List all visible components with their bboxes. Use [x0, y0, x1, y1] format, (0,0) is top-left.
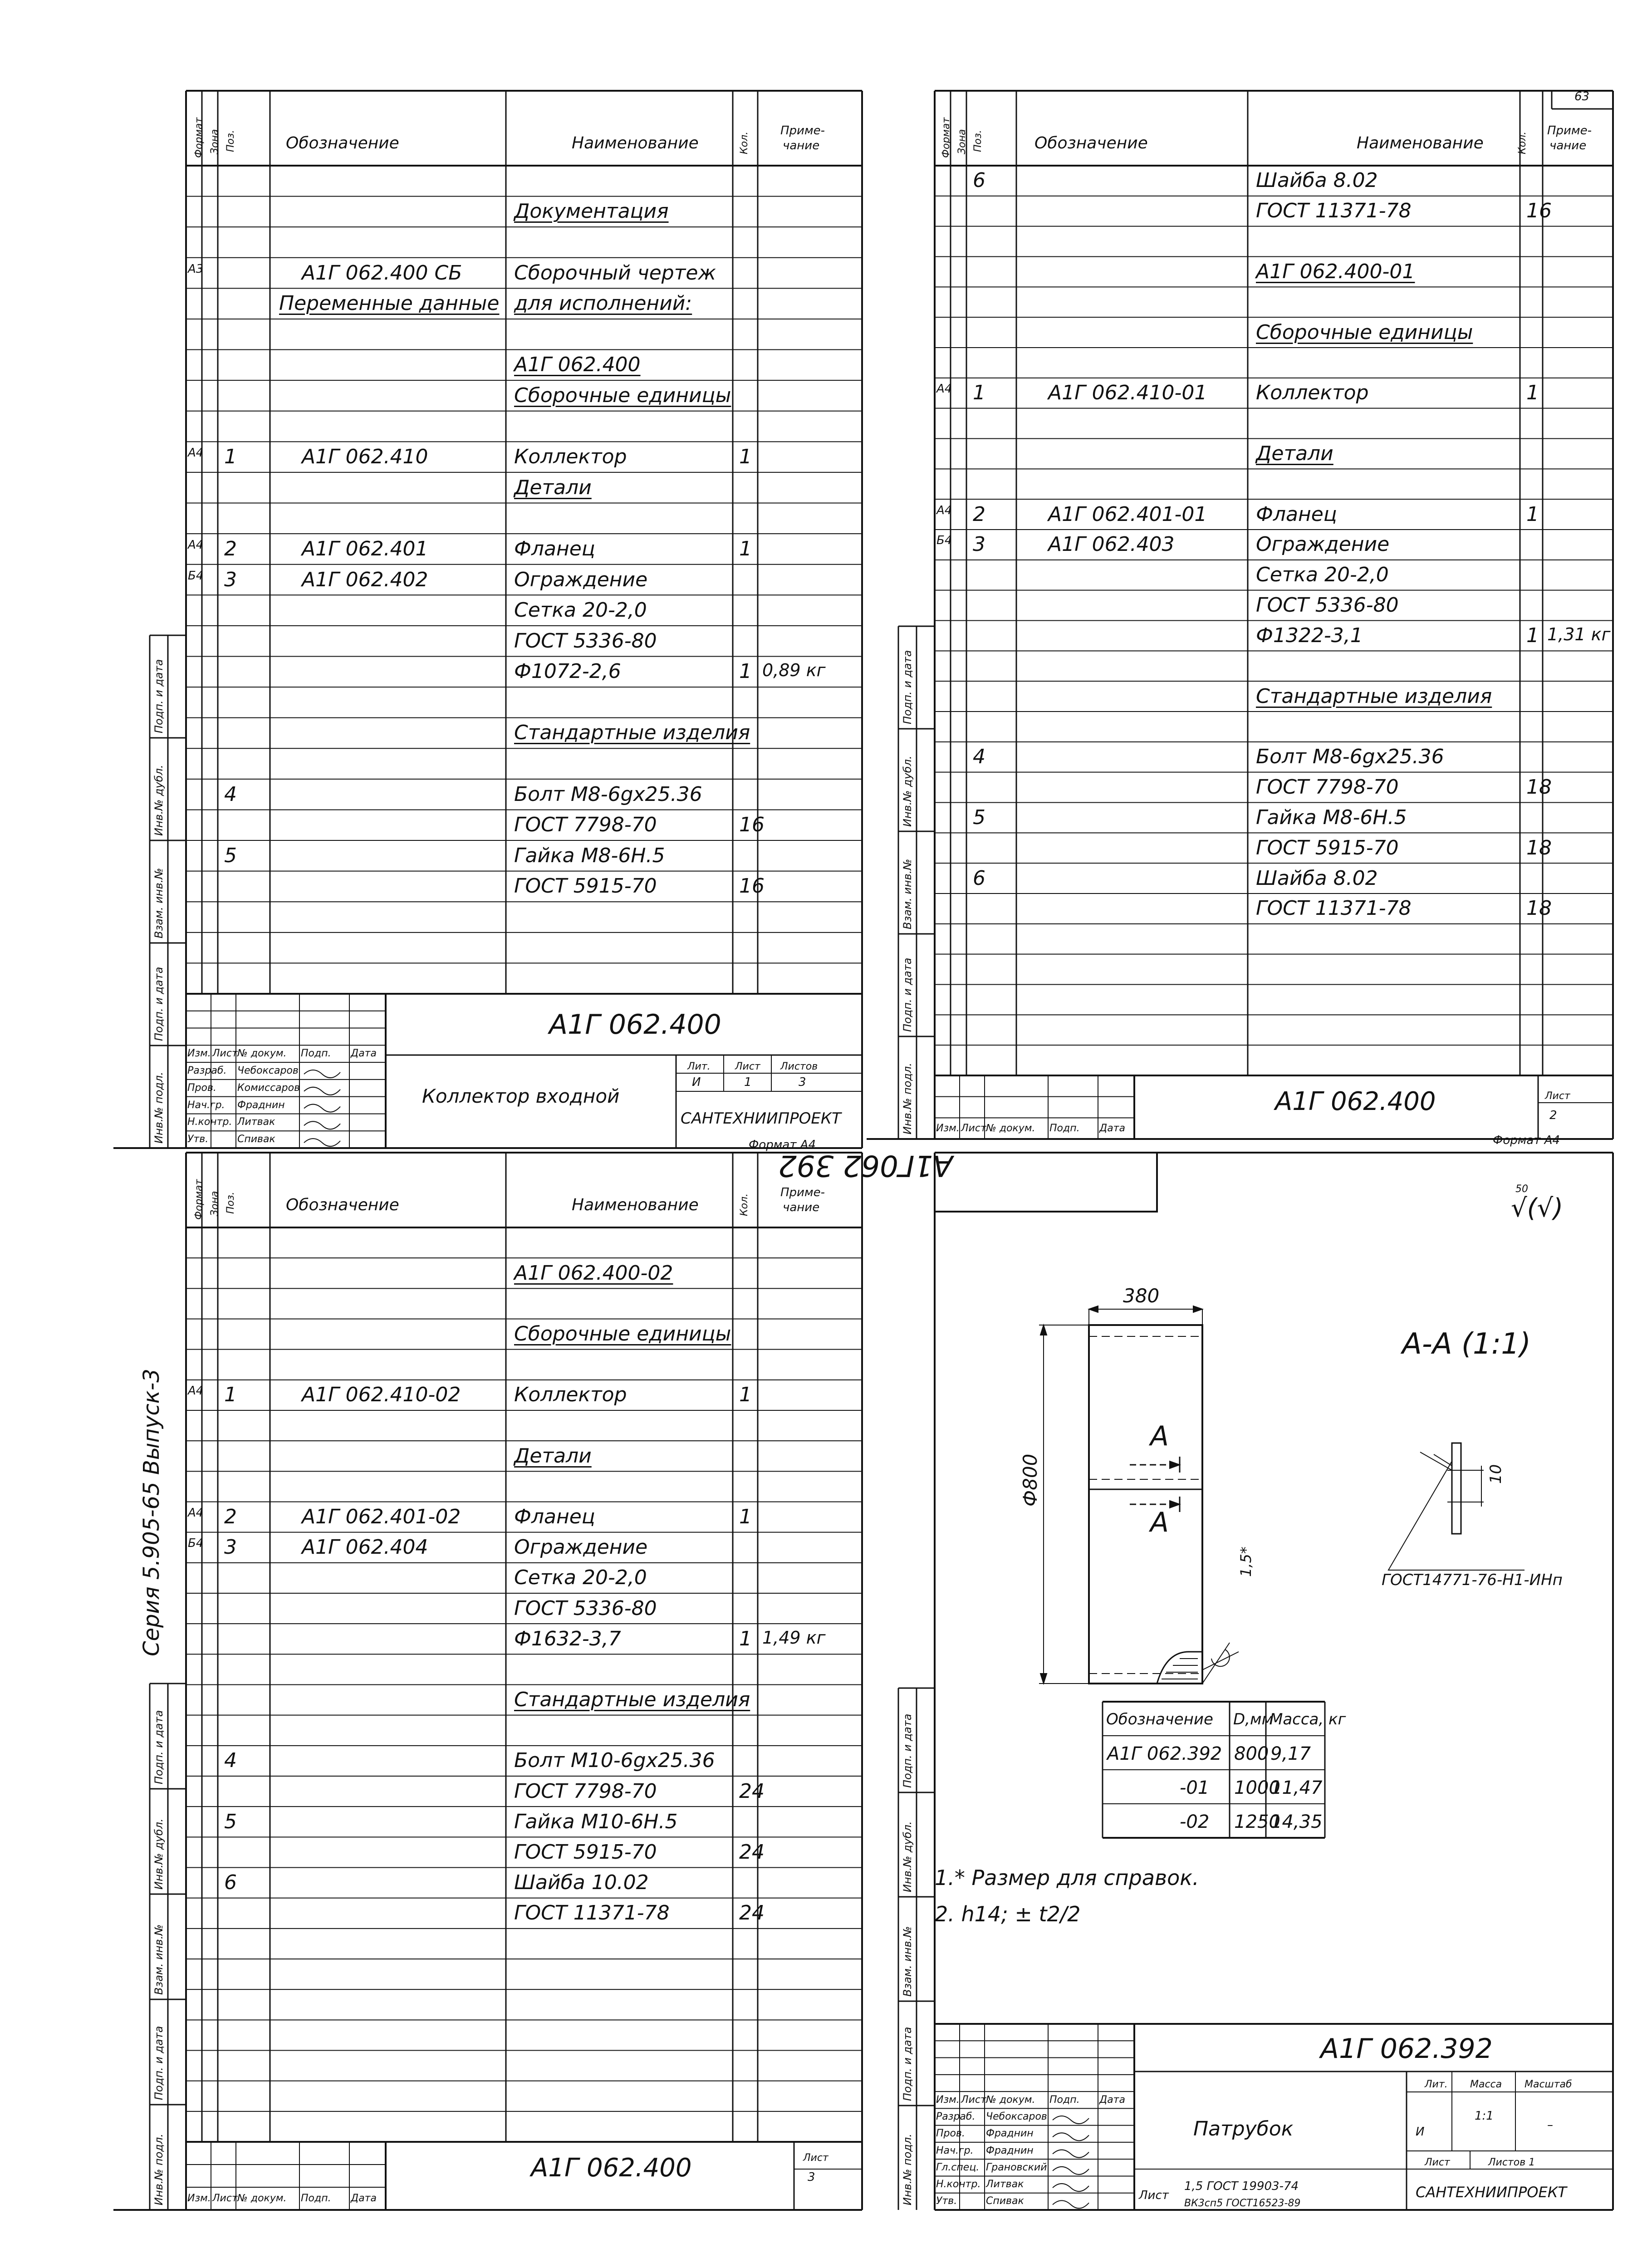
row-name: Фланец — [1256, 502, 1337, 526]
stamp-header: Подп. — [1049, 2094, 1080, 2106]
row-position: 1 — [224, 1383, 237, 1407]
material-label: Лист — [1139, 2189, 1169, 2202]
row-position: 1 — [224, 445, 237, 469]
row-position: 2 — [224, 537, 237, 560]
side-label: Инв.№ подл. — [901, 1063, 914, 1134]
doc-code: А1Г 062.400 — [549, 1009, 721, 1041]
lit-label: Лит. — [1425, 2079, 1448, 2090]
row-position: 4 — [224, 1749, 237, 1772]
stamp-header: Лист — [212, 1048, 238, 1060]
row-designation: А1Г 062.410-01 — [1048, 381, 1207, 405]
row-designation: А1Г 062.401-01 — [1048, 502, 1207, 526]
row-name: Сборочные единицы — [514, 1322, 731, 1346]
header-format: Формат — [941, 117, 952, 158]
header-qty: Кол. — [739, 131, 750, 154]
row-designation: А1Г 062.402 — [302, 568, 428, 591]
side-label: Подп. и дата — [901, 650, 914, 724]
row-qty: 1 — [739, 537, 752, 560]
row-position: 2 — [224, 1505, 237, 1529]
side-label: Взам. инв.№ — [901, 1926, 914, 1997]
table-cell: 11,47 — [1270, 1777, 1323, 1798]
table-cell: -01 — [1180, 1777, 1210, 1798]
signer-name: Фраднин — [237, 1099, 285, 1111]
drawing-line — [304, 1139, 340, 1146]
row-name: ГОСТ 11371-78 — [514, 1901, 670, 1925]
row-format: А3 — [188, 262, 204, 276]
row-qty: 1 — [739, 1627, 752, 1650]
row-qty: 1 — [1526, 623, 1539, 647]
drawing-frame — [867, 1153, 1620, 2214]
section-mark-top: А — [1150, 1420, 1169, 1452]
stamp-header: Подп. — [301, 1048, 331, 1060]
side-label: Инв.№ подл. — [152, 1072, 165, 1144]
side-label: Подп. и дата — [901, 957, 914, 1032]
signer-role: Гл.спец. — [936, 2161, 980, 2173]
header-note-2: чание — [783, 1201, 820, 1214]
drawing-line — [1040, 1325, 1047, 1335]
row-name: Сетка 20-2,0 — [514, 599, 647, 622]
header-note-2: чание — [783, 139, 820, 152]
side-label: Подп. и дата — [152, 2026, 165, 2100]
stamp-header: Подп. — [1049, 1122, 1080, 1134]
row-qty: 24 — [739, 1840, 765, 1864]
row-format: А4 — [188, 1384, 204, 1398]
format-label: Формат А4 — [1493, 1134, 1560, 1147]
row-name: Стандартные изделия — [1256, 684, 1492, 708]
side-label: Подп. и дата — [152, 967, 165, 1041]
row-name: Сборочный чертеж — [514, 261, 716, 285]
row-name: для исполнений: — [514, 292, 692, 315]
stamp-header: Дата — [351, 1048, 377, 1060]
row-position: 6 — [224, 1871, 237, 1895]
row-name: Детали — [514, 476, 592, 499]
signer-role: Утв. — [936, 2195, 957, 2207]
table-header: D,мм — [1233, 1710, 1274, 1728]
row-position: 6 — [973, 866, 985, 890]
sheet-value: 3 — [808, 2170, 815, 2184]
row-qty: 18 — [1526, 776, 1552, 799]
mirrored-code: А1Г062 392 — [778, 1149, 953, 1182]
row-name: Коллектор — [1256, 381, 1369, 405]
table-cell: 14,35 — [1270, 1811, 1323, 1832]
row-note: 1,31 кг — [1547, 624, 1611, 644]
row-designation: А1Г 062.410 — [302, 445, 428, 469]
section-mark-bottom: А — [1150, 1507, 1169, 1538]
signer-role: Пров. — [936, 2128, 965, 2140]
sheet-value: 1 — [744, 1075, 752, 1089]
side-label: Подп. и дата — [152, 659, 165, 733]
row-position: 5 — [973, 805, 985, 829]
table-cell: А1Г 062.392 — [1107, 1743, 1222, 1764]
stamp-header: Дата — [351, 2193, 377, 2204]
header-designation: Обозначение — [286, 1196, 399, 1214]
side-label: Инв.№ подл. — [152, 2134, 165, 2205]
sheet-2-frame — [867, 91, 1620, 1153]
header-note-2: чание — [1549, 139, 1587, 152]
header-name: Наименование — [572, 1196, 699, 1214]
scale-label: Масштаб — [1525, 2079, 1572, 2090]
dim-diameter: Ф800 — [1019, 1453, 1041, 1507]
weld-dim: 10 — [1487, 1464, 1505, 1484]
row-name: Гайка М10-6Н.5 — [514, 1810, 678, 1833]
row-qty: 24 — [739, 1901, 765, 1925]
row-name: ГОСТ 7798-70 — [514, 813, 657, 837]
roughness-symbol: √(√) — [1511, 1193, 1564, 1223]
row-designation: А1Г 062.400 СБ — [302, 261, 462, 285]
sheet-3-frame — [113, 1153, 867, 2214]
org-name: САНТЕХНИИПРОЕКТ — [1416, 2184, 1567, 2201]
drawing-line — [1202, 1643, 1239, 1684]
side-label: Взам. инв.№ — [152, 868, 165, 938]
sheet-label: Лист — [735, 1061, 760, 1072]
row-qty: 1 — [1526, 381, 1539, 405]
signer-name: Спивак — [986, 2195, 1024, 2207]
row-designation: А1Г 062.401 — [302, 537, 428, 560]
row-name: Документация — [514, 200, 669, 223]
row-designation: А1Г 062.404 — [302, 1536, 428, 1559]
side-label: Взам. инв.№ — [152, 1924, 165, 1995]
stamp-header: Изм. — [936, 1122, 960, 1134]
stamp-header: Подп. — [301, 2193, 331, 2204]
row-name: Шайба 8.02 — [1256, 866, 1378, 890]
row-position: 5 — [224, 1810, 237, 1833]
sheets-label: Листов — [780, 1061, 818, 1072]
doc-title: Коллектор входной — [422, 1085, 620, 1107]
row-designation: Переменные данные — [279, 292, 500, 315]
sheet-1-frame — [113, 91, 867, 1153]
header-format: Формат — [193, 1179, 205, 1220]
side-label: Подп. и дата — [152, 1710, 165, 1784]
row-designation: А1Г 062.410-02 — [302, 1383, 461, 1407]
stamp-header: Изм. — [187, 1048, 211, 1060]
row-name: Стандартные изделия — [514, 1688, 750, 1712]
side-label: Взам. инв.№ — [901, 859, 914, 929]
row-name: Ф1632-3,7 — [514, 1627, 621, 1650]
drawing-line — [935, 1153, 1157, 1212]
side-label: Инв.№ подл. — [901, 2134, 914, 2205]
row-position: 3 — [973, 533, 985, 556]
signer-role: Утв. — [187, 1134, 209, 1145]
table-cell: 1000 — [1234, 1777, 1280, 1798]
header-designation: Обозначение — [1034, 134, 1148, 152]
row-position: 3 — [224, 1536, 237, 1559]
chamfer-dim: 1,5* — [1237, 1546, 1255, 1577]
row-qty: 1 — [739, 1505, 752, 1529]
row-position: 2 — [973, 502, 985, 526]
signer-role: Н.контр. — [187, 1116, 232, 1128]
header-format: Формат — [193, 117, 205, 158]
sheets-value: 3 — [799, 1075, 806, 1089]
signer-role: Разраб. — [936, 2111, 976, 2122]
row-qty: 1 — [739, 1383, 752, 1407]
row-name: ГОСТ 11371-78 — [1256, 897, 1412, 920]
signer-name: Фраднин — [986, 2128, 1034, 2140]
row-name: Болт М8-6gх25.36 — [514, 782, 702, 806]
section-label: А-А (1:1) — [1402, 1327, 1531, 1361]
org-name: САНТЕХНИИПРОЕКТ — [681, 1109, 841, 1128]
doc-code: А1Г 062.400 — [1275, 1087, 1436, 1116]
row-designation: А1Г 062.403 — [1048, 533, 1175, 556]
sheet-value: 2 — [1549, 1109, 1557, 1122]
row-name: А1Г 062.400 — [514, 353, 641, 377]
row-name: ГОСТ 5336-80 — [1256, 594, 1399, 617]
material-line-2: ВК3сп5 ГОСТ16523-89 — [1184, 2198, 1301, 2209]
side-label: Инв.№ дубл. — [901, 756, 914, 827]
scale-value: – — [1547, 2118, 1553, 2132]
header-zone: Зона — [209, 1191, 221, 1216]
row-name: ГОСТ 5915-70 — [1256, 836, 1399, 859]
drawing-line — [304, 1121, 340, 1129]
row-format: Б4 — [188, 569, 204, 583]
table-cell: 9,17 — [1270, 1743, 1311, 1764]
row-name: Шайба 8.02 — [1256, 169, 1378, 192]
stamp-header: № докум. — [237, 2193, 287, 2204]
row-name: Гайка М8-6Н.5 — [1256, 805, 1407, 829]
row-name: Гайка М8-6Н.5 — [514, 844, 665, 867]
signer-role: Пров. — [187, 1082, 216, 1094]
row-name: ГОСТ 5915-70 — [514, 1840, 657, 1864]
mass-label: Масса — [1470, 2079, 1502, 2090]
header-note: Приме- — [1547, 124, 1592, 137]
row-format: Б4 — [936, 534, 952, 548]
row-name: Фланец — [514, 537, 595, 560]
row-qty: 16 — [1526, 199, 1552, 223]
stamp-header: Дата — [1099, 2094, 1125, 2106]
row-name: Ограждение — [514, 1536, 648, 1559]
row-name: Детали — [1256, 442, 1333, 465]
sheets-label: Листов 1 — [1488, 2157, 1535, 2168]
row-format: А4 — [188, 446, 204, 460]
row-name: Сетка 20-2,0 — [514, 1566, 647, 1590]
row-name: А1Г 062.400-02 — [514, 1261, 673, 1285]
row-qty: 16 — [739, 813, 765, 837]
row-name: Болт М10-6gх25.36 — [514, 1749, 715, 1772]
row-name: Стандартные изделия — [514, 721, 750, 745]
row-position: 1 — [973, 381, 985, 405]
signer-name: Чебоксаров — [986, 2111, 1047, 2122]
row-name: Ф1072-2,6 — [514, 660, 621, 683]
stamp-header: Лист — [212, 2193, 238, 2204]
lit-value: И — [1416, 2125, 1425, 2139]
sheet-label: Лист — [803, 2152, 828, 2164]
row-qty: 1 — [739, 660, 752, 683]
row-position: 4 — [973, 745, 985, 769]
note-1: 1.* Размер для справок. — [935, 1865, 1199, 1890]
drawing-line — [1053, 2200, 1089, 2208]
side-label: Подп. и дата — [901, 1713, 914, 1788]
row-name: Детали — [514, 1444, 592, 1468]
drawing-line — [1193, 1306, 1202, 1312]
row-qty: 16 — [739, 874, 765, 898]
header-qty: Кол. — [739, 1193, 750, 1216]
note-2: 2. h14; ± t2/2 — [935, 1902, 1081, 1926]
stamp-header: № докум. — [986, 1122, 1035, 1134]
drawing-line — [1053, 2133, 1089, 2140]
drawing-line — [1089, 1306, 1098, 1312]
stamp-header: Изм. — [187, 2193, 211, 2204]
drawing-line — [1053, 2167, 1089, 2175]
row-name: ГОСТ 7798-70 — [514, 1779, 657, 1803]
signer-role: Нач.гр. — [187, 1099, 225, 1111]
table-cell: -02 — [1180, 1811, 1210, 1832]
drawing-line — [1040, 1674, 1047, 1684]
format-label: Формат А4 — [749, 1138, 816, 1152]
row-name: А1Г 062.400-01 — [1256, 260, 1415, 283]
part-title: Патрубок — [1193, 2117, 1294, 2140]
table-cell: 800 — [1234, 1743, 1269, 1764]
stamp-header: Лист — [961, 2094, 986, 2106]
spec-sheet-1 — [113, 91, 867, 1153]
stamp-header: № докум. — [986, 2094, 1035, 2106]
drawing-line — [304, 1070, 340, 1078]
row-qty: 1 — [739, 445, 752, 469]
signer-name: Литвак — [237, 1116, 275, 1128]
doc-code: А1Г 062.392 — [1320, 2033, 1493, 2065]
row-name: ГОСТ 7798-70 — [1256, 776, 1399, 799]
header-name: Наименование — [572, 134, 699, 152]
row-name: Ф1322-3,1 — [1256, 623, 1363, 647]
header-name: Наименование — [1357, 134, 1484, 152]
doc-code: А1Г 062.400 — [531, 2153, 692, 2183]
lit-value: И — [692, 1075, 701, 1089]
row-name: ГОСТ 5336-80 — [514, 629, 657, 653]
signer-name: Чебоксаров — [237, 1065, 299, 1076]
header-note: Приме- — [780, 124, 825, 137]
row-name: ГОСТ 5915-70 — [514, 874, 657, 898]
side-label: Инв.№ дубл. — [152, 765, 165, 836]
stamp-header: Дата — [1099, 1122, 1125, 1134]
row-name: ГОСТ 11371-78 — [1256, 199, 1412, 223]
side-label: Подп. и дата — [901, 2027, 914, 2101]
header-qty: Кол. — [1517, 131, 1528, 154]
row-designation: А1Г 062.401-02 — [302, 1505, 461, 1529]
row-name: Сетка 20-2,0 — [1256, 563, 1389, 587]
drawing-line — [1170, 1461, 1180, 1468]
side-label: Инв.№ дубл. — [901, 1821, 914, 1892]
header-pos: Поз. — [972, 130, 984, 152]
row-format: А4 — [936, 503, 952, 517]
row-name: Шайба 10.02 — [514, 1871, 649, 1895]
row-name: Коллектор — [514, 445, 627, 469]
roughness-value: 50 — [1515, 1183, 1528, 1195]
row-name: Фланец — [514, 1505, 595, 1529]
spec-sheet-3 — [113, 1153, 867, 2214]
row-format: А4 — [188, 1506, 204, 1520]
row-qty: 1 — [1526, 502, 1539, 526]
drawing-line — [1170, 1501, 1180, 1508]
signer-role: Нач.гр. — [936, 2145, 974, 2156]
signer-name: Литвак — [986, 2179, 1024, 2190]
drawing-line — [1053, 2116, 1089, 2124]
row-qty: 24 — [739, 1779, 765, 1803]
sheet-label: Лист — [1425, 2157, 1450, 2168]
row-note: 1,49 кг — [762, 1627, 826, 1648]
signer-name: Спивак — [237, 1134, 275, 1145]
table-header: Обозначение — [1106, 1710, 1213, 1728]
drawing-line — [1420, 1452, 1452, 1470]
header-designation: Обозначение — [286, 134, 399, 152]
signer-name: Грановский — [986, 2161, 1047, 2173]
header-pos: Поз. — [225, 130, 236, 152]
row-format: А4 — [188, 538, 204, 552]
row-name: Болт М8-6gх25.36 — [1256, 745, 1444, 769]
row-name: Сборочные единицы — [1256, 320, 1473, 344]
table-cell: 1250 — [1234, 1811, 1280, 1832]
signer-role: Разраб. — [187, 1065, 227, 1076]
drawing-line — [1053, 2150, 1089, 2158]
lit-label: Лит. — [687, 1061, 711, 1072]
row-note: 0,89 кг — [762, 660, 826, 681]
row-name: Ограждение — [1256, 533, 1390, 556]
row-format: Б4 — [188, 1537, 204, 1551]
signer-name: Фраднин — [986, 2145, 1034, 2156]
table-header: Масса, кг — [1270, 1710, 1346, 1728]
sheet-label: Лист — [1545, 1090, 1570, 1102]
signer-role: Н.контр. — [936, 2179, 981, 2190]
stamp-header: № докум. — [237, 1048, 287, 1060]
side-label: Инв.№ дубл. — [152, 1818, 165, 1890]
dim-width: 380 — [1123, 1285, 1160, 1307]
row-format: А4 — [936, 382, 952, 396]
row-position: 5 — [224, 844, 237, 867]
stamp-header: Изм. — [936, 2094, 960, 2106]
drawing-line — [304, 1105, 340, 1112]
header-zone: Зона — [209, 129, 221, 154]
page-number: 63 — [1574, 90, 1590, 103]
row-name: Ограждение — [514, 568, 648, 591]
row-position: 3 — [224, 568, 237, 591]
header-zone: Зона — [956, 129, 968, 154]
drawing-line — [1452, 1443, 1461, 1534]
material-line-1: 1,5 ГОСТ 19903-74 — [1184, 2180, 1299, 2193]
row-name: Коллектор — [514, 1383, 627, 1407]
row-position: 4 — [224, 782, 237, 806]
drawing-line — [304, 1087, 340, 1095]
spec-sheet-2 — [867, 91, 1620, 1153]
row-qty: 18 — [1526, 836, 1552, 859]
header-pos: Поз. — [225, 1192, 236, 1214]
row-name: Сборочные единицы — [514, 383, 731, 407]
row-position: 6 — [973, 169, 985, 192]
signer-name: Комиссаров — [237, 1082, 300, 1094]
mass-value: 1:1 — [1475, 2109, 1494, 2123]
header-note: Приме- — [780, 1186, 825, 1199]
row-qty: 18 — [1526, 897, 1552, 920]
stamp-header: Лист — [961, 1122, 986, 1134]
weld-note: ГОСТ14771-76-Н1-ИНп — [1382, 1571, 1563, 1589]
row-name: ГОСТ 5336-80 — [514, 1596, 657, 1620]
drawing-line — [1053, 2184, 1089, 2191]
series-label: Серия 5.905-65 Выпуск-3 — [139, 1369, 164, 1656]
